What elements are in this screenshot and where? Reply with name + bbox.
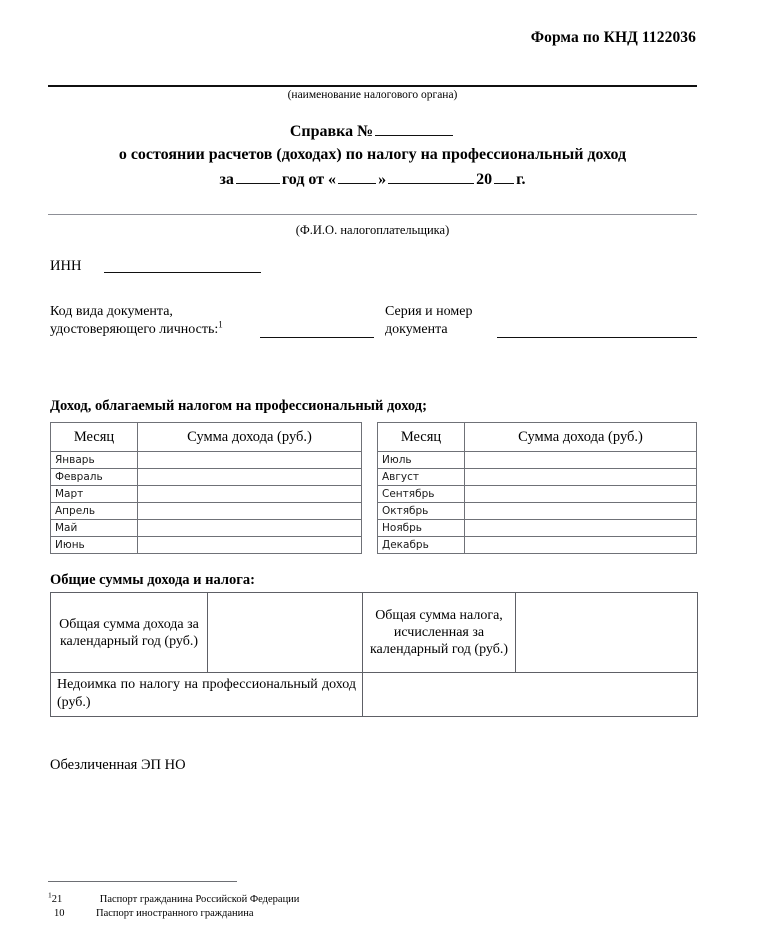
month-label: Июнь	[51, 537, 138, 554]
total-tax-label: Общая сумма налога, исчисленная за календарный год (руб.)	[363, 593, 516, 673]
totals-table	[50, 592, 698, 717]
document-code-label-line2: удостоверяющего личность:	[50, 322, 219, 337]
date-year-suffix-blank[interactable]	[494, 168, 514, 184]
income-table-second-half	[377, 422, 697, 554]
document-code-label-line1: Код вида документа,	[50, 304, 173, 319]
month-label: Январь	[51, 452, 138, 469]
certificate-number-blank[interactable]	[375, 120, 453, 136]
document-serial-input-rule[interactable]	[497, 337, 697, 338]
totals-row-year	[51, 593, 698, 673]
table-row	[51, 452, 362, 469]
certificate-number-label: Справка №	[289, 123, 374, 140]
month-label: Май	[51, 520, 138, 537]
month-amount-cell[interactable]	[465, 537, 697, 554]
month-amount-cell[interactable]	[465, 503, 697, 520]
date-god-ot-label: год от «	[281, 171, 337, 188]
footnote-marker: 1	[48, 890, 52, 900]
footnote-row	[48, 907, 299, 921]
table-row	[378, 520, 697, 537]
document-serial-label	[385, 303, 472, 339]
month-amount-cell[interactable]	[138, 503, 362, 520]
column-header-amount: Сумма дохода (руб.)	[465, 423, 697, 452]
income-table-first-half	[50, 422, 362, 554]
month-amount-cell[interactable]	[138, 520, 362, 537]
table-row	[51, 537, 362, 554]
inn-input-rule[interactable]	[104, 272, 261, 273]
date-quote-close: »	[378, 171, 387, 188]
month-label: Ноябрь	[378, 520, 465, 537]
footnote-code: 10	[54, 908, 65, 919]
footnote-row	[48, 890, 300, 907]
month-label: Декабрь	[378, 537, 465, 554]
table-row	[378, 486, 697, 503]
totals-row-arrears	[51, 673, 698, 717]
totals-section-heading: Общие суммы дохода и налога:	[50, 572, 255, 588]
month-label: Август	[378, 469, 465, 486]
certificate-number-line	[48, 120, 697, 141]
footnote-block	[48, 890, 300, 921]
date-year-prefix: 20	[476, 171, 493, 188]
certificate-date-line	[48, 168, 697, 189]
month-amount-cell[interactable]	[138, 537, 362, 554]
tax-organ-rule	[48, 85, 697, 87]
form-code-label: Форма по КНД 1122036	[530, 29, 696, 46]
date-month-blank[interactable]	[388, 168, 474, 184]
month-amount-cell[interactable]	[465, 452, 697, 469]
month-label: Сентябрь	[378, 486, 465, 503]
date-god-suffix: г.	[516, 171, 526, 188]
taxpayer-name-rule[interactable]	[48, 214, 697, 215]
table-header-row	[51, 423, 362, 452]
table-row	[378, 537, 697, 554]
column-header-month: Месяц	[51, 423, 138, 452]
electronic-signature-label: Обезличенная ЭП НО	[50, 757, 186, 773]
taxpayer-name-caption: (Ф.И.О. налогоплательщика)	[295, 223, 450, 237]
total-income-value-cell[interactable]	[208, 593, 363, 673]
inn-label: ИНН	[50, 258, 82, 274]
date-za-label: за	[219, 171, 234, 188]
month-amount-cell[interactable]	[465, 469, 697, 486]
month-label: Март	[51, 486, 138, 503]
table-row	[51, 486, 362, 503]
month-amount-cell[interactable]	[138, 486, 362, 503]
column-header-amount: Сумма дохода (руб.)	[138, 423, 362, 452]
footnote-text: Паспорт иностранного гражданина	[96, 908, 254, 919]
arrears-label: Недоимка по налогу на профессиональный доход (руб.)	[51, 673, 363, 717]
table-header-row	[378, 423, 697, 452]
month-amount-cell[interactable]	[465, 520, 697, 537]
month-label: Октябрь	[378, 503, 465, 520]
document-code-label	[50, 303, 223, 339]
document-code-input-rule[interactable]	[260, 337, 374, 338]
total-income-label: Общая сумма дохода за календарный год (руб.)	[51, 593, 208, 673]
month-amount-cell[interactable]	[138, 452, 362, 469]
table-row	[378, 469, 697, 486]
month-amount-cell[interactable]	[465, 486, 697, 503]
tax-organ-caption: (наименование налогового органа)	[287, 89, 458, 101]
month-label: Апрель	[51, 503, 138, 520]
date-day-blank[interactable]	[338, 168, 376, 184]
footnote-text: Паспорт гражданина Российской Федерации	[99, 894, 300, 905]
footnote-separator-rule	[48, 881, 237, 882]
document-serial-label-line2: документа	[385, 322, 448, 337]
date-year-blank[interactable]	[236, 168, 280, 184]
month-amount-cell[interactable]	[138, 469, 362, 486]
table-row	[51, 520, 362, 537]
total-tax-value-cell[interactable]	[516, 593, 698, 673]
month-label: Июль	[378, 452, 465, 469]
certificate-title: о состоянии расчетов (доходах) по налогу на профессиональный доход	[118, 146, 627, 163]
arrears-value-cell[interactable]	[363, 673, 698, 717]
income-section-heading: Доход, облагаемый налогом на профессиональный доход;	[50, 398, 427, 414]
document-code-footnote-marker: 1	[218, 319, 223, 330]
footnote-code: 21	[51, 894, 63, 905]
table-row	[378, 503, 697, 520]
document-serial-label-line1: Серия и номер	[385, 304, 473, 319]
column-header-month: Месяц	[378, 423, 465, 452]
table-row	[51, 469, 362, 486]
table-row	[378, 452, 697, 469]
month-label: Февраль	[51, 469, 138, 486]
table-row	[51, 503, 362, 520]
